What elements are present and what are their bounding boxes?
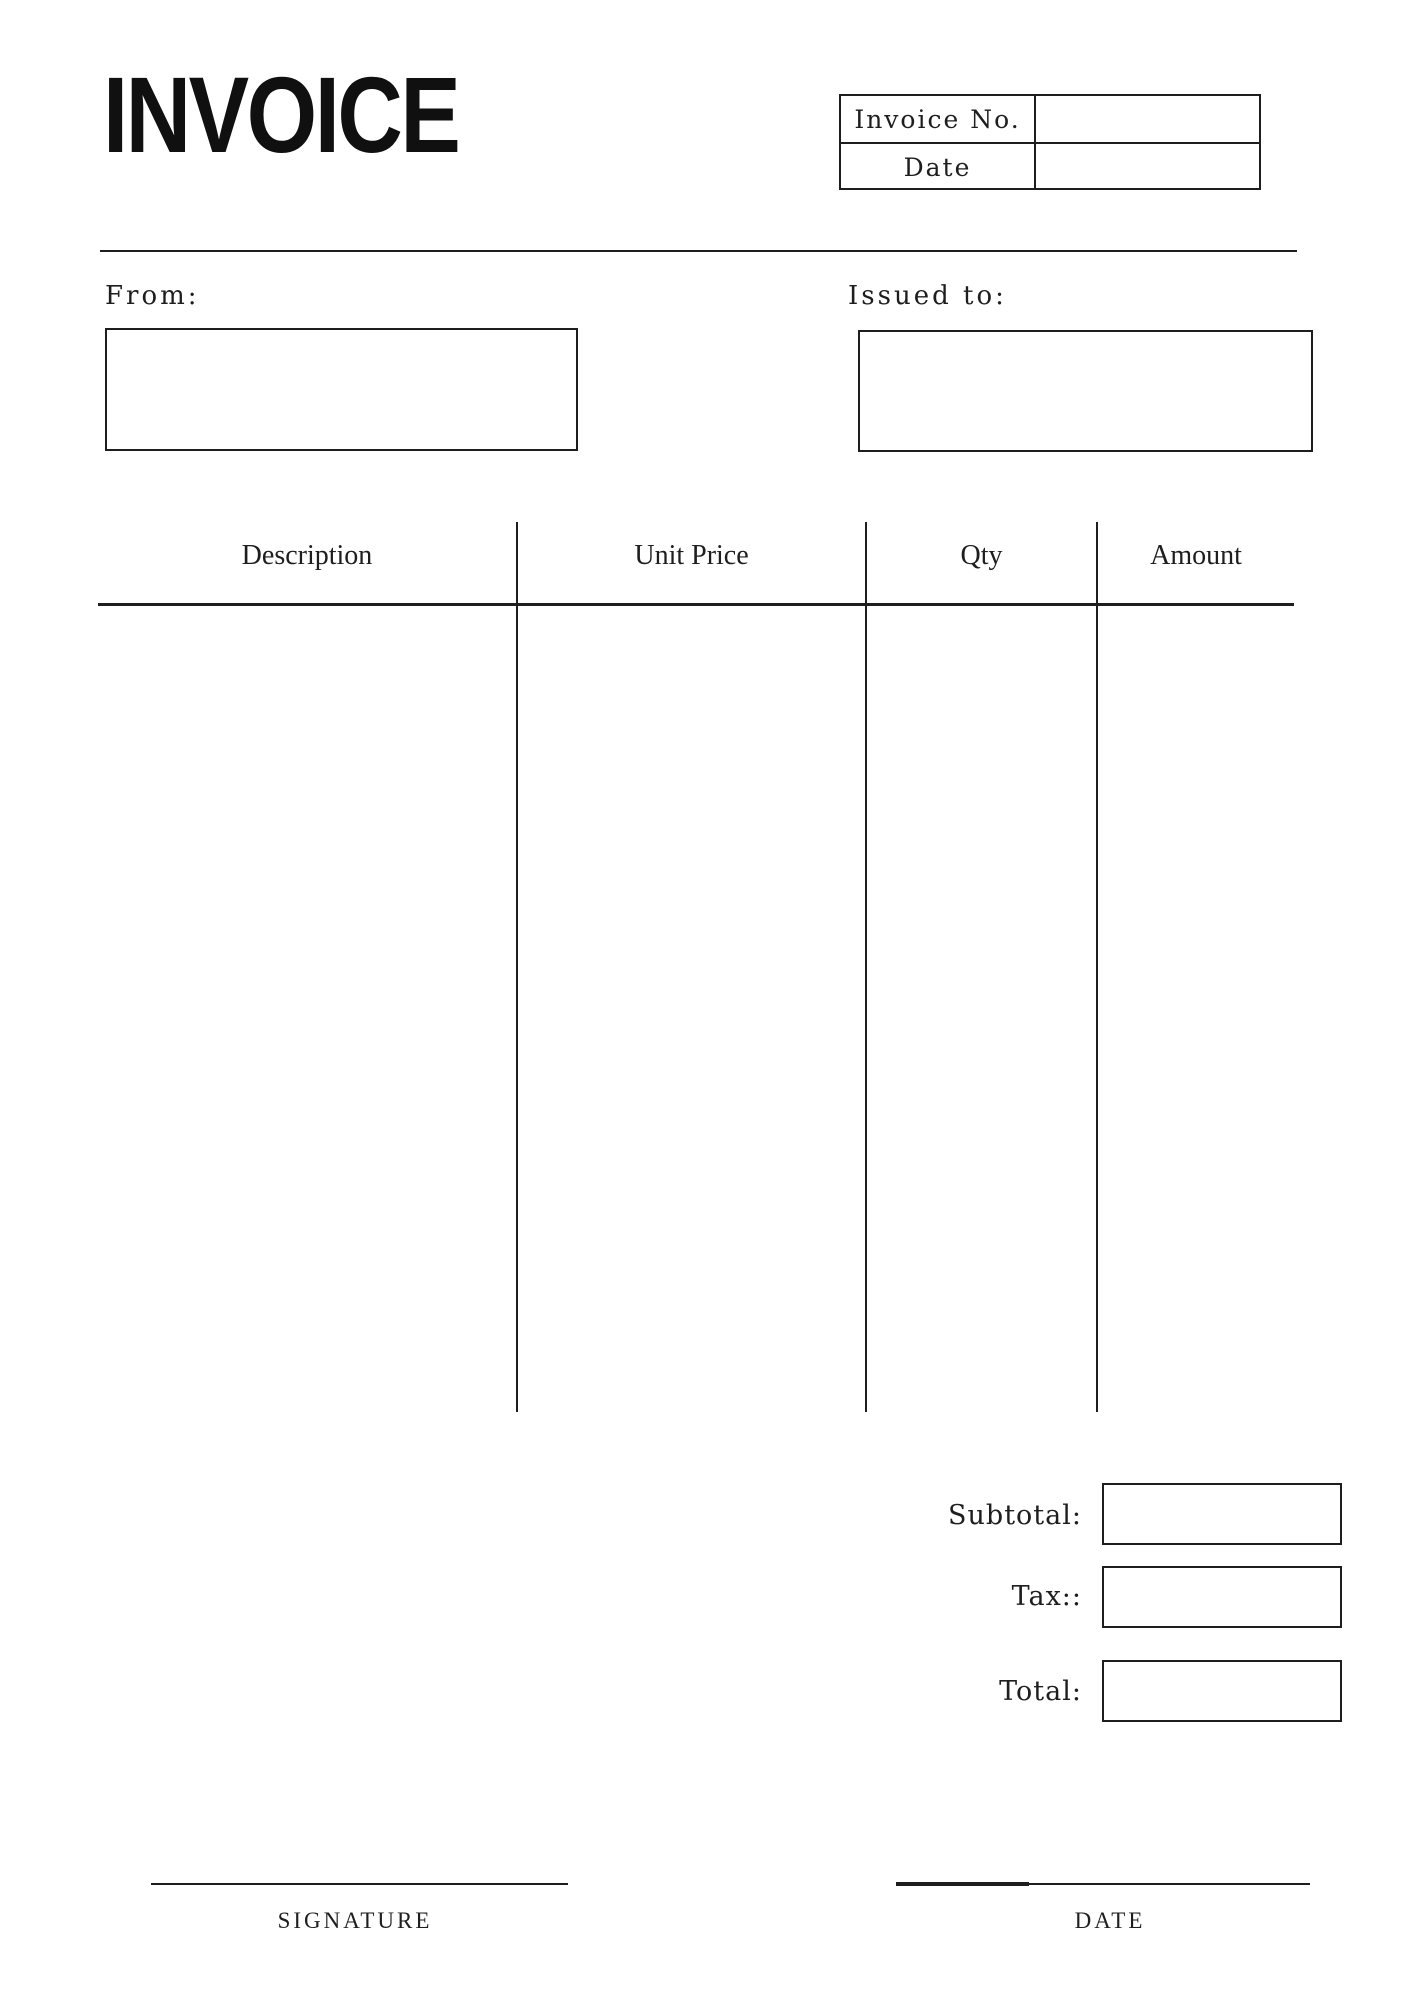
total-field[interactable] [1102,1660,1342,1722]
date-field[interactable] [1036,144,1259,190]
column-header-description: Description [241,540,373,571]
table-header-underline [98,603,1294,606]
tax-field[interactable] [1102,1566,1342,1628]
invoice-meta-table [839,94,1261,190]
from-label: From: [105,281,200,311]
subtotal-field[interactable] [1102,1483,1342,1545]
total-label: Total: [999,1676,1082,1707]
date-row [841,144,1259,190]
date-line-thick-segment [896,1882,1029,1886]
signature-line[interactable] [151,1883,568,1885]
column-header-amount: Amount [1150,540,1242,571]
issued-to-label: Issued to: [848,281,1007,311]
date-label: Date [841,144,1036,190]
page-title: INVOICE [103,54,459,175]
date-footer-label: DATE [1074,1908,1146,1933]
table-items-area[interactable] [98,610,1294,1410]
invoice-no-label: Invoice No. [841,96,1036,142]
from-field[interactable] [105,328,578,451]
tax-label: Tax:: [1011,1581,1082,1612]
subtotal-label: Subtotal: [948,1500,1082,1531]
invoice-no-field[interactable] [1036,96,1259,142]
signature-label: SIGNATURE [277,1908,433,1933]
invoice-no-row [841,96,1259,144]
issued-to-field[interactable] [858,330,1313,452]
column-header-unit-price: Unit Price [634,540,749,571]
header-divider-line [100,250,1297,252]
column-header-qty: Qty [960,540,1003,571]
